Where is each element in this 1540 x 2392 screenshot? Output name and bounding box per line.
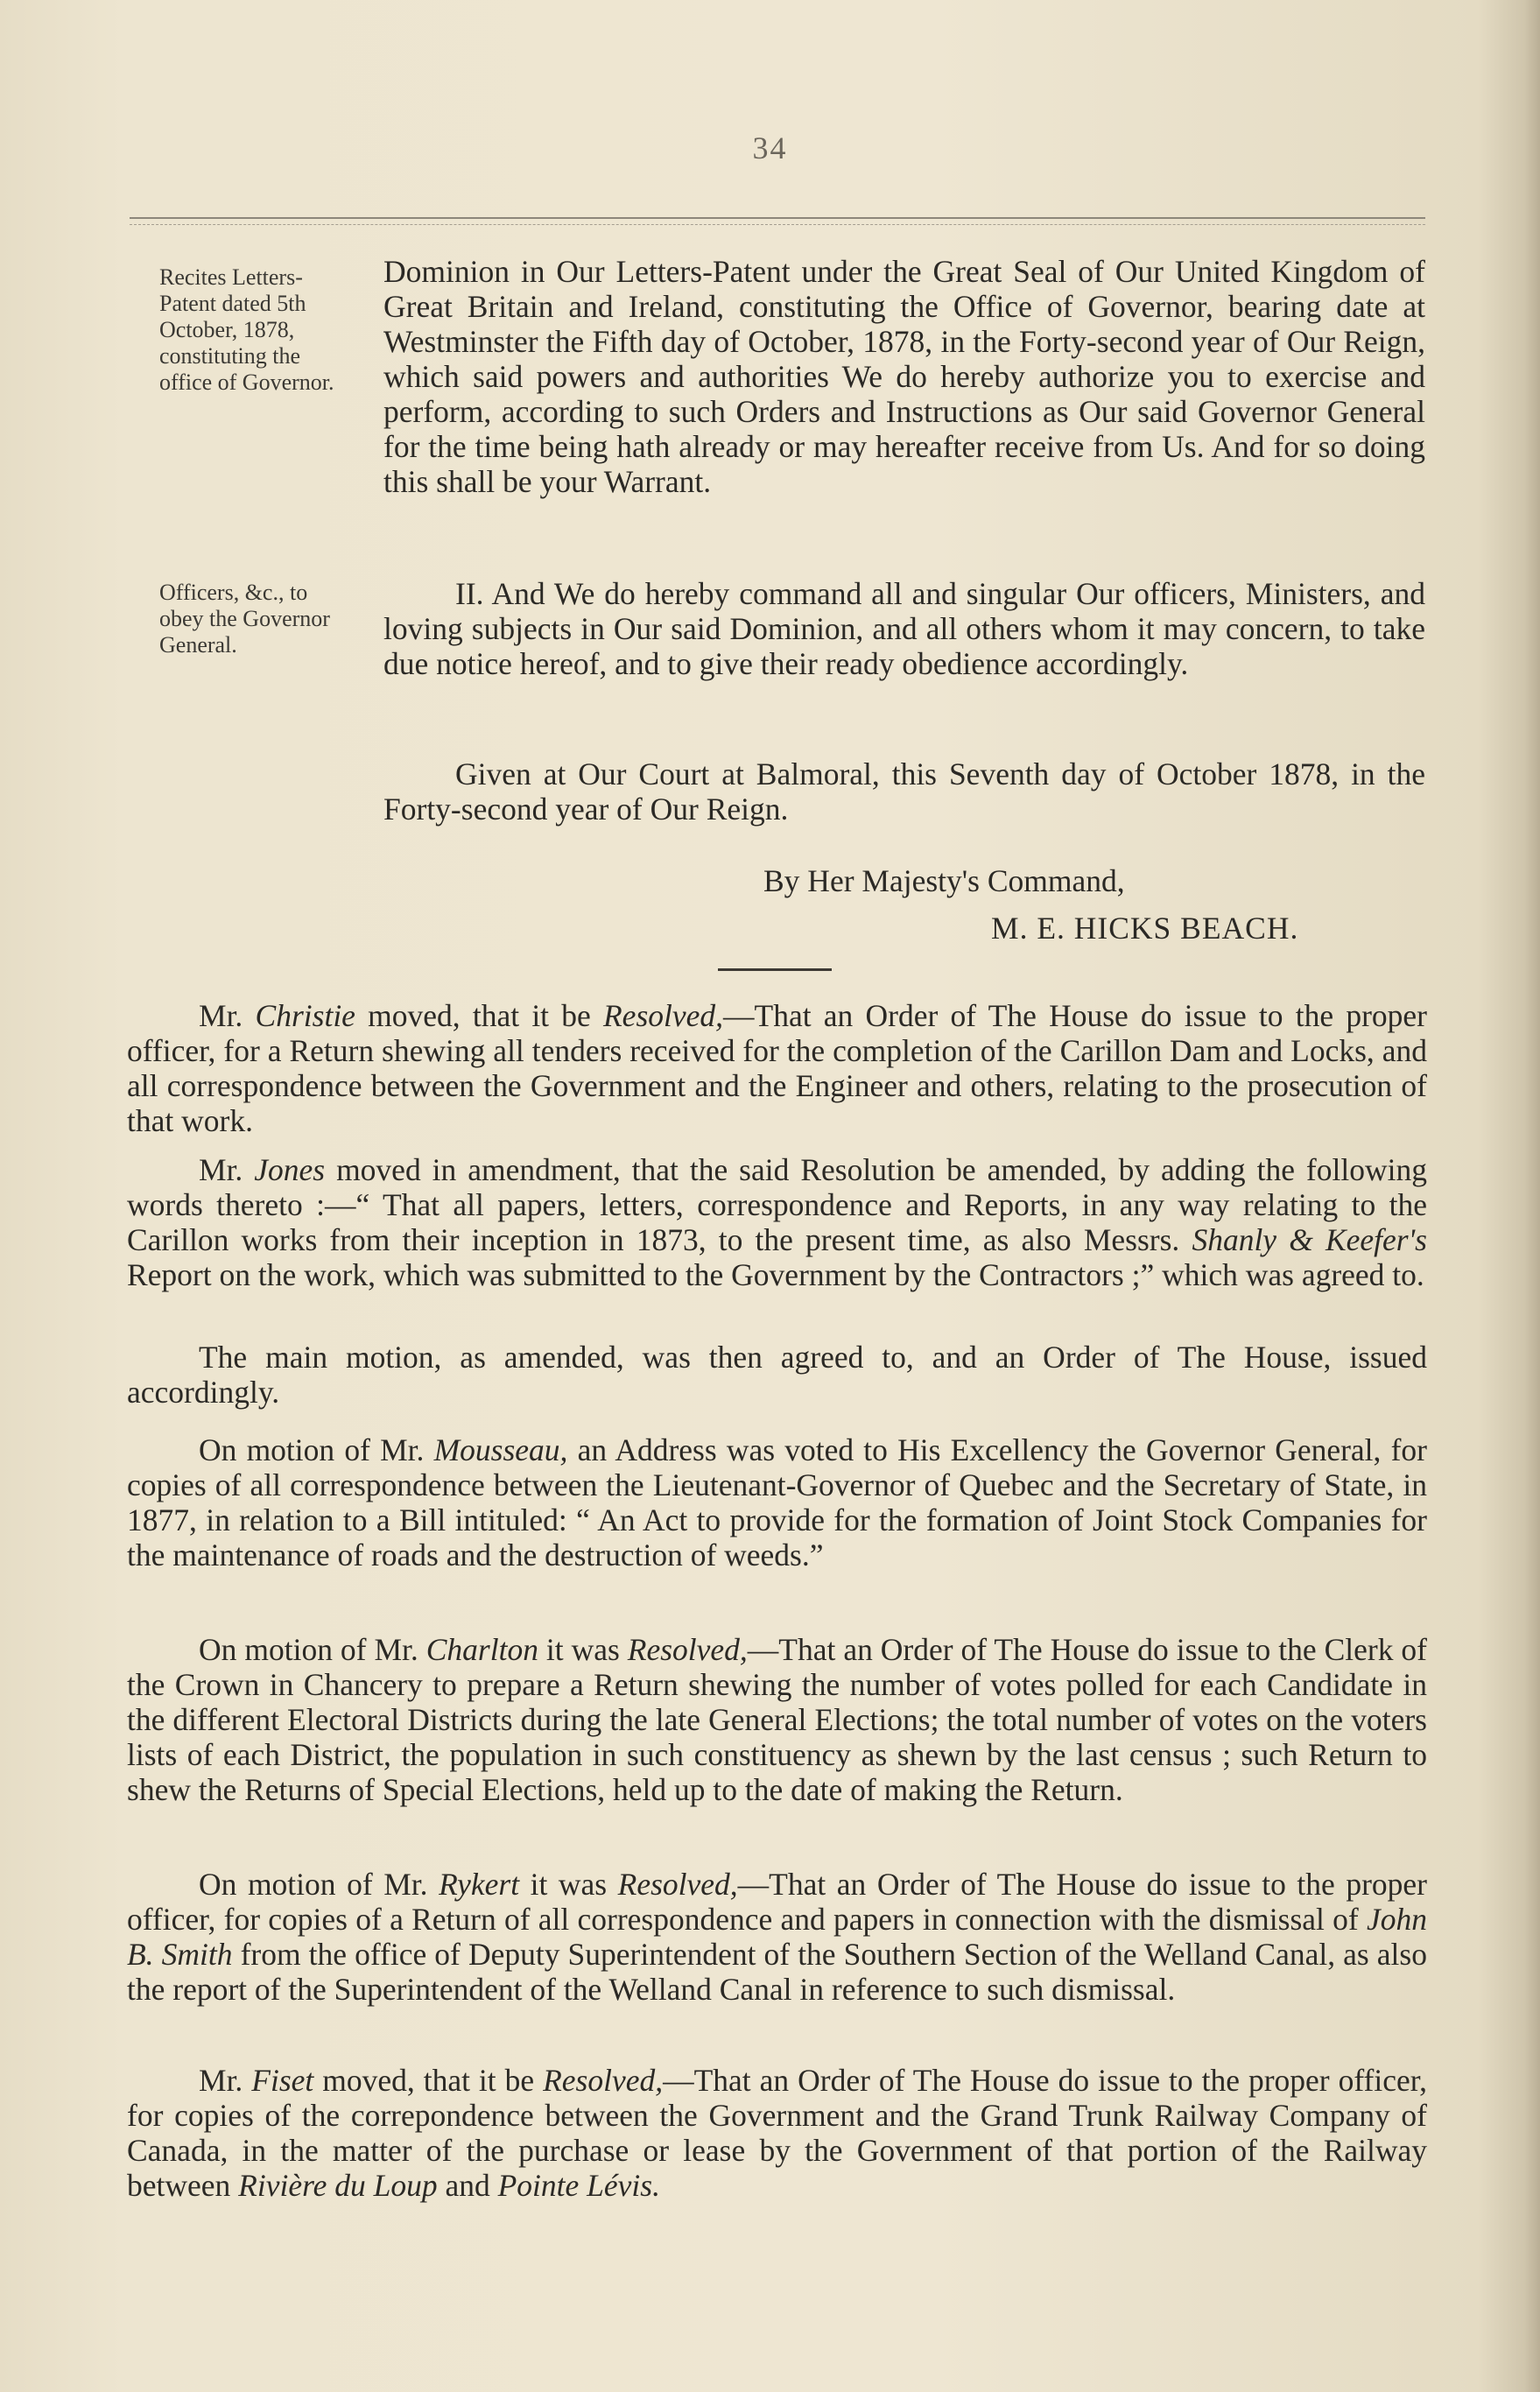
member-name: Fiset [251, 2063, 314, 2098]
motion-rykert: On motion of Mr. Rykert it was Resolved,—That an Order of The House do issue to the proper officer, for copies of a Return of all correspondence and papers in connection with the dismissal of John B. Smith from the office of Deputy Superintendent of the Southern Section of the Welland Canal, as also the report of the Superintendent of the Welland Canal in reference to such dismissal. [127, 1867, 1427, 2007]
warrant-paragraph-2: II. And We do hereby command all and singular Our officers, Ministers, and loving subjects in Our said Dominion, and all others whom it may concern, to take due notice hereof, and to give their ready obedience accordingly. [383, 576, 1425, 681]
signatory: M. E. HICKS BEACH. [991, 911, 1299, 946]
motion-christie: Mr. Christie moved, that it be Resolved,—That an Order of The House do issue to the proper officer, for a Return shewing all tenders received for the completion of the Carillon Dam and Locks, and all correspondence between the Government and the Engineer and others, relating to the prosecution of that work. [127, 998, 1428, 1138]
main-motion-agreed: The main motion, as amended, was then agreed to, and an Order of The House, issued accordingly. [127, 1340, 1427, 1410]
margin-note-officers-obey: Officers, &c., to obey the Governor General. [159, 580, 330, 658]
section-divider [718, 968, 832, 971]
given-at-paragraph: Given at Our Court at Balmoral, this Seventh day of October 1878, in the Forty-second year of Our Reign. [383, 756, 1425, 827]
page-number: 34 [752, 130, 788, 165]
by-her-majestys-command: By Her Majesty's Command, [763, 863, 1125, 898]
member-name: Jones [254, 1152, 326, 1187]
member-name: Christie [255, 998, 355, 1033]
member-name: Charlton [425, 1632, 538, 1667]
motion-fiset: Mr. Fiset moved, that it be Resolved,—That an Order of The House do issue to the proper officer, for copies of the correpondence between the Government and the Grand Trunk Railway Company of Canada, in the matter of the purchase or lease by the Government of that portion of the Railway between Rivière du Loup and Pointe Lévis. [127, 2063, 1428, 2203]
member-name: Rykert [439, 1867, 520, 1902]
header-rule-dashed [130, 224, 1425, 225]
motion-mousseau: On motion of Mr. Mousseau, an Address was voted to His Excellency the Governor General, for copies of all correspondence between the Lieutenant-Governor of Quebec and the Secretary of State, in 1877, in relation to a Bill intituled: “ An Act to provide for the formation of Joint Stock Companies for the maintenance of roads and the destruction of weeds.” [127, 1432, 1427, 1572]
motion-jones-amendment: Mr. Jones moved in amendment, that the said Resolution be amended, by adding the following words thereto :—“ That all papers, letters, correspondence and Reports, in any way relating to the Carillon works from their inception in 1873, to the present time, as also Messrs. Shanly & Keefer's Report on the work, which was submitted to the Government by the Contractors ;” which was agreed to. [127, 1152, 1427, 1292]
header-rule [130, 217, 1425, 219]
margin-note-recites-letters-patent: Recites Letters-Patent dated 5th October, 1878, constituting the office of Governor. [159, 264, 334, 395]
member-name: Mousseau, [433, 1432, 568, 1467]
warrant-paragraph-1: Dominion in Our Letters-Patent under the Great Seal of Our United Kingdom of Great Britain and Ireland, constituting the Office of Governor, bearing date at Westminster the Fifth day of October, 1878, in the Forty-second year of Our Reign, which said powers and authorities We do hereby authorize you to exercise and perform, according to such Orders and Instructions as Our said Governor General for the time being hath already or may hereafter receive from Us. And for so doing this shall be your Warrant. [383, 254, 1425, 499]
motion-charlton: On motion of Mr. Charlton it was Resolved,—That an Order of The House do issue to the Clerk of the Crown in Chancery to prepare a Return shewing the number of votes polled for each Candidate in the different Electoral Districts during the late General Elections; the total number of votes on the voters lists of each District, the population in such constituency as shewn by the last census ; such Return to shew the Returns of Special Elections, held up to the date of making the Return. [127, 1632, 1427, 1807]
